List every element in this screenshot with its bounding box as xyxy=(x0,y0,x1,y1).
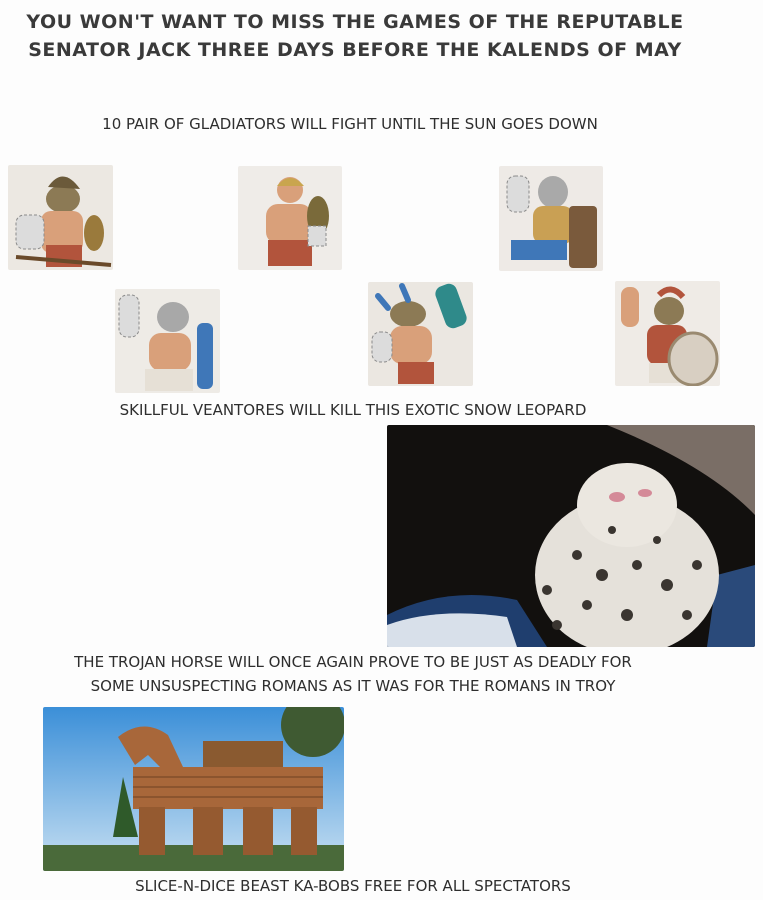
gladiator-photo-6 xyxy=(615,281,720,386)
gladiator-photo-4 xyxy=(115,289,220,393)
gladiators-caption: 10 PAIR OF GLADIATORS WILL FIGHT UNTIL THE SUN GOES DOWN xyxy=(102,115,598,133)
gladiator-photo-1 xyxy=(8,165,113,270)
trojan-caption xyxy=(0,650,706,698)
trojan-horse-photo xyxy=(43,707,344,871)
gladiator-photo-3 xyxy=(499,166,603,271)
poster-title xyxy=(0,8,710,64)
kabobs-caption: SLICE-N-DICE BEAST KA-BOBS FREE FOR ALL SPECTATORS xyxy=(135,877,571,895)
leopard-caption: SKILLFUL VEANTORES WILL KILL THIS EXOTIC SNOW LEOPARD xyxy=(119,401,587,419)
snow-leopard-photo xyxy=(387,425,755,647)
trojan-caption-line-1: THE TROJAN HORSE WILL ONCE AGAIN PROVE TO BE JUST AS DEADLY FOR xyxy=(74,653,632,671)
trojan-caption-line-2: SOME UNSUSPECTING ROMANS AS IT WAS FOR THE ROMANS IN TROY xyxy=(90,677,616,695)
gladiator-photo-2 xyxy=(238,166,342,270)
title-line-1: YOU WON'T WANT TO MISS THE GAMES OF THE REPUTABLE xyxy=(26,11,684,33)
gladiator-photo-5 xyxy=(368,282,473,386)
title-line-2: SENATOR JACK THREE DAYS BEFORE THE KALENDS OF MAY xyxy=(28,39,682,61)
